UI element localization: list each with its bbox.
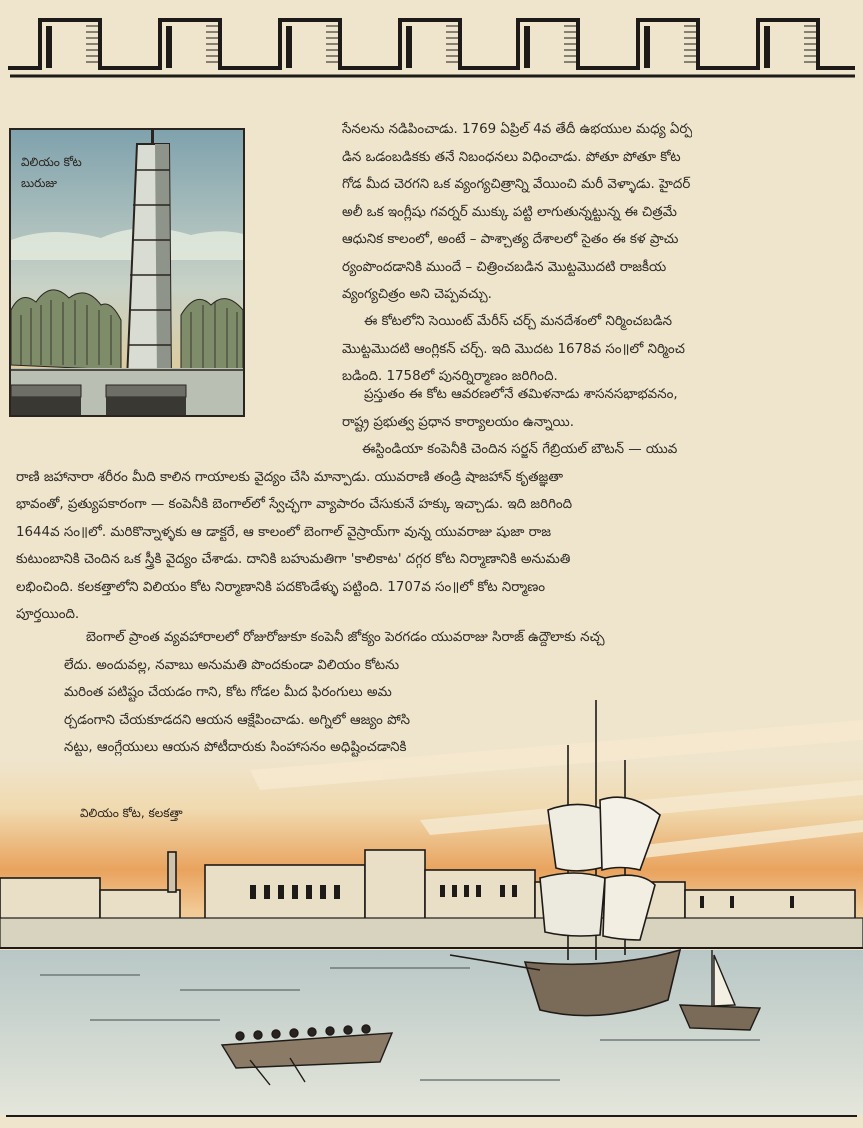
text-line: మొట్టమొదటి ఆంగ్లికన్ చర్చ్. ఇది మొదట 1678వ సం॥లో నిర్మించ	[342, 341, 685, 357]
tower-illustration	[9, 128, 245, 417]
text-line: లభించింది. కలకత్తాలోని విలియం కోట నిర్మాణానికి పదకొండేళ్ళు పట్టింది. 1707వ సం॥లో కోట నిర్మాణం	[16, 579, 546, 595]
text-line: బెంగాల్ ప్రాంత వ్యవహారాలలో రోజురోజుకూ కంపెనీ జోక్యం పెరగడం యువరాజు సిరాజ్ ఉద్దౌలాకు నచ్చ	[86, 630, 605, 645]
text-line: అలీ ఒక ఇంగ్లీషు గవర్నర్ ముక్కు పట్టి లాగుతున్నట్టున్న ఈ చిత్రమే	[342, 204, 677, 220]
text-line: 1644వ సం॥లో. మరికొన్నాళ్ళకు ఆ డాక్టరే, ఆ కాలంలో బెంగాల్ వైస్రాయ్‌గా వున్న యువరాజు షుజా రాజ	[16, 524, 552, 540]
text-line: ఈ కోటలోని సెయింట్ మేరీస్ చర్చ్ మనదేశంలో నిర్మించబడిన	[364, 314, 673, 329]
text-line: ఆధునిక కాలంలో, అంటే – పాశ్చాత్య దేశాలలో సైతం ఈ కళ ప్రాచు	[342, 232, 679, 247]
text-line: పూర్తయింది.	[16, 607, 80, 622]
text-line: రాణి జహానారా శరీరం మీది కాలిన గాయాలకు వైద్యం చేసి మాన్పాడు. యువరాణి తండ్రి షాజహాన్ కృతజ్ఞతా	[16, 469, 563, 485]
fort-william-scene	[0, 700, 863, 1128]
scene-caption: విలియం కోట, కలకత్తా	[80, 806, 183, 820]
text-line: సేనలను నడిపించాడు. 1769 ఏప్రిల్ 4వ తేదీ ఉభయుల మధ్య ఏర్ప	[342, 122, 693, 137]
paragraph-wide	[16, 436, 677, 629]
text-line: లేదు. అందువల్ల, నవాబు అనుమతి పొందకుండా విలియం కోటను	[64, 657, 400, 673]
text-line: కుటుంబానికి చెందిన ఒక స్త్రీకి వైద్యం చేశాడు. దానికి బహుమతిగా 'కాలికాట' దగ్గర కోట నిర్మాణానికి అనుమతి	[16, 552, 571, 567]
paragraph-bottom	[64, 624, 605, 762]
text-line: ఈస్టిండియా కంపెనీకి చెందిన సర్జన్ గేబ్రియల్ బౌటన్ — యువ	[362, 442, 678, 457]
text-line: గోడ మీద చెరగని ఒక వ్యంగ్యచిత్రాన్ని వేయించి మరీ వెళ్ళాడు. హైదర్	[342, 177, 691, 192]
crenellated-border	[0, 0, 863, 86]
paragraph-present	[342, 381, 678, 436]
text-line: వ్యంగ్యచిత్రం అని చెప్పవచ్చు.	[342, 287, 492, 302]
text-line: నట్టు, ఆంగ్లేయులు ఆయన పోటీదారుకు సింహాసనం అధిష్టించడానికి	[64, 740, 407, 755]
text-line: ప్రస్తుతం ఈ కోట ఆవరణలోనే తమిళనాడు శాసనసభాభవనం,	[364, 387, 678, 402]
paragraph-church	[342, 308, 685, 391]
text-line: బడింది. 1758లో పునర్నిర్మాణం జరిగింది.	[342, 369, 558, 384]
paragraph-top	[342, 116, 692, 309]
text-line: ర్యంపొందడానికి ముందే – చిత్రించబడిన మొట్టమొదటి రాజకీయ	[342, 259, 667, 275]
text-line: ర్చడంగాని చేయకూడదని ఆయన ఆక్షేపించాడు. అగ్నిలో ఆజ్యం పోసి	[64, 712, 410, 728]
text-line: రాష్ట్ర ప్రభుత్వ ప్రధాన కార్యాలయం ఉన్నాయి.	[342, 414, 575, 430]
text-line: మరింత పటిష్టం చేయడం గాని, కోట గోడల మీద ఫిరంగులు అమ	[64, 685, 392, 700]
text-line: భావంతో, ప్రత్యుపకారంగా — కంపెనీకి బెంగాల్‌లో స్వేచ్ఛగా వ్యాపారం చేసుకునే హక్కు ఇచ్చాడు. ఇది జరిగింది	[16, 497, 573, 512]
text-line: డిన ఒడంబడికకు తనే నిబంధనలు విధించాడు. పోతూ పోతూ కోట	[342, 149, 681, 165]
inset-caption: విలియం కోట బురుజు	[21, 155, 82, 190]
